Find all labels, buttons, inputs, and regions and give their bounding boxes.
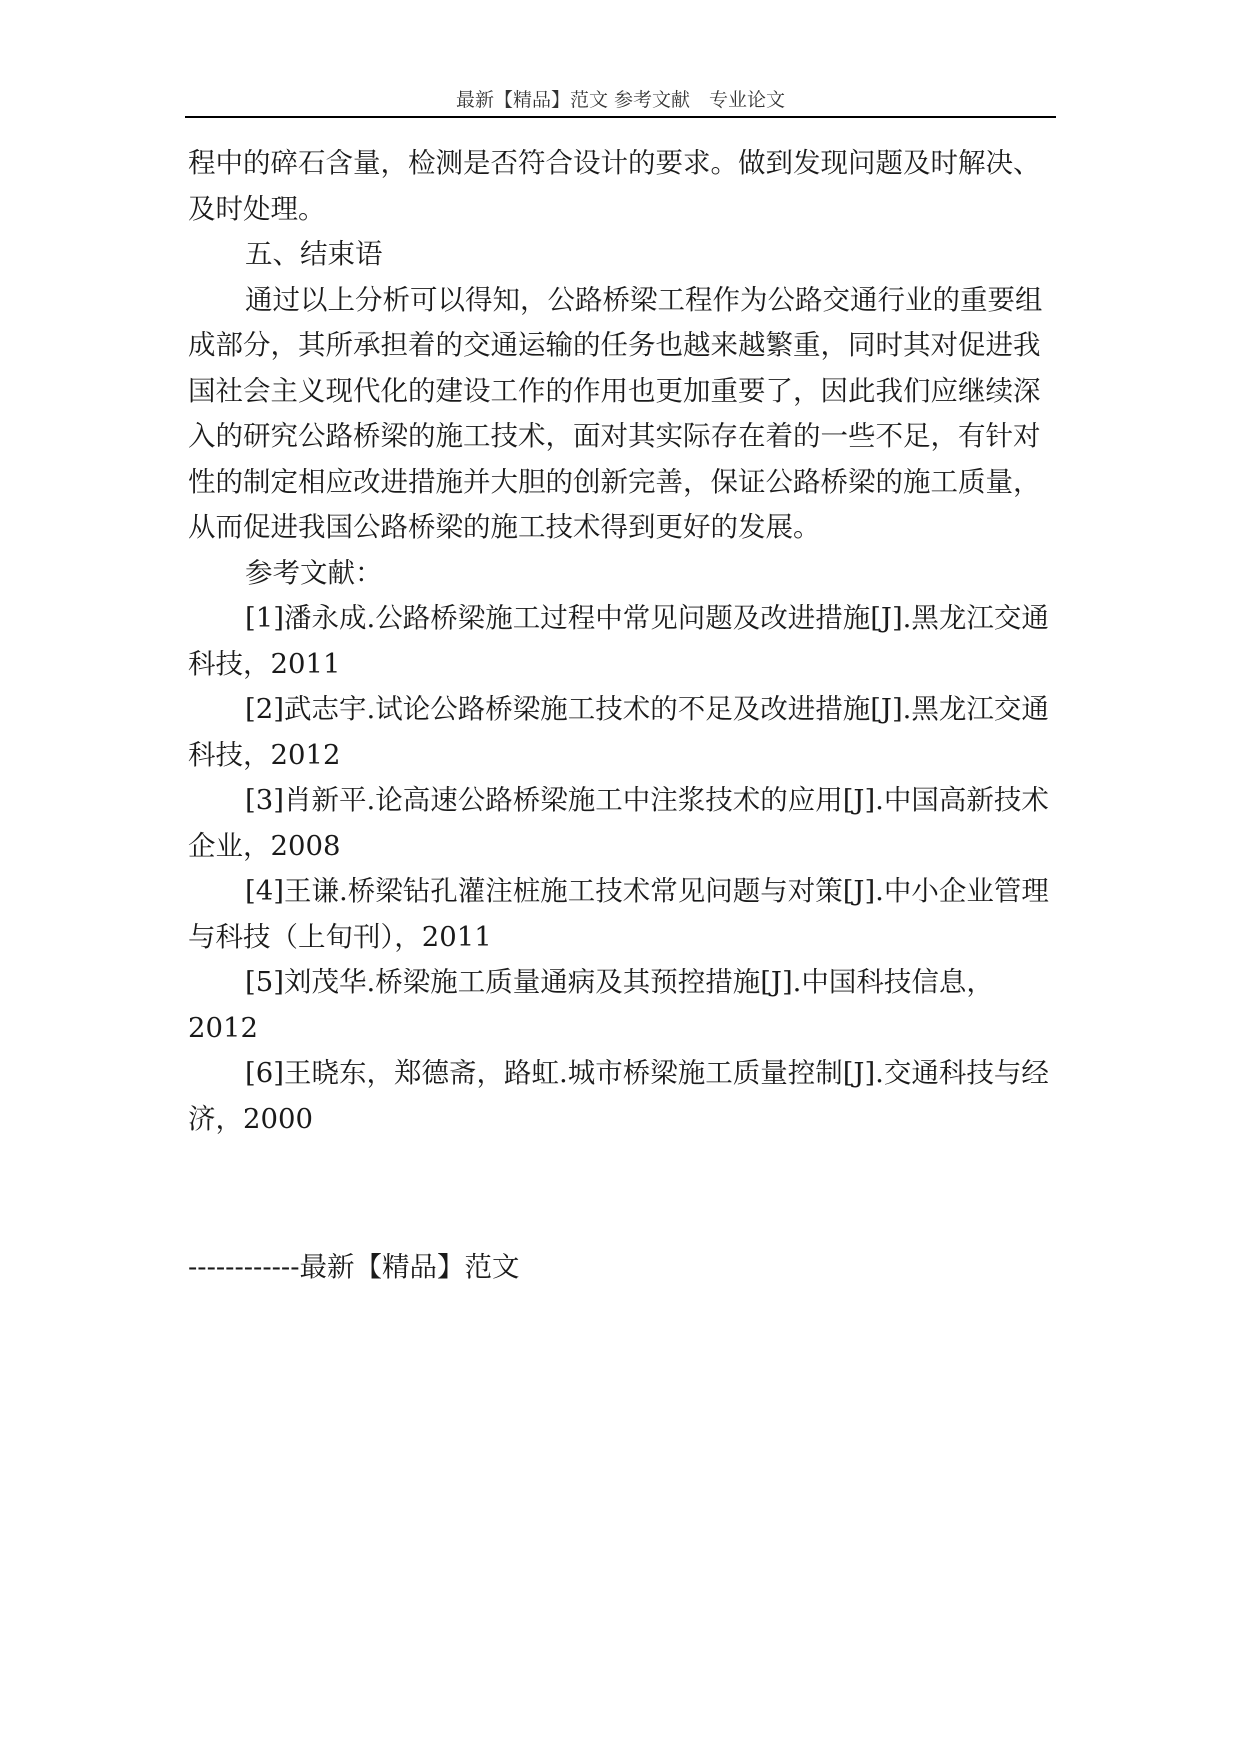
body-paragraph-continued: 程中的碎石含量，检测是否符合设计的要求。做到发现问题及时解决、及时处理。 xyxy=(188,147,1041,225)
references-heading: 参考文献： xyxy=(245,556,383,589)
reference-item-6: [6]王晓东，郑德斋，路虹.城市桥梁施工质量控制[J].交通科技与经济，2000 xyxy=(188,1057,1049,1135)
reference-item-3: [3]肖新平.论高速公路桥梁施工中注浆技术的应用[J].中国高新技术企业，2008 xyxy=(188,784,1049,862)
conclusion-paragraph: 通过以上分析可以得知，公路桥梁工程作为公路交通行业的重要组成部分，其所承担着的交通运输的任务也越来越繁重，同时其对促进我国社会主义现代化的建设工作的作用也更加重要了，因此我们应继续深入的研究公路桥梁的施工技术，面对其实际存在着的一些不足，有针对性的制定相应改进措施并大胆的创新完善，保证公路桥梁的施工质量，从而促进我国公路桥梁的施工技术得到更好的发展。 xyxy=(188,283,1043,543)
reference-item-5: [5]刘茂华.桥梁施工质量通病及其预控措施[J].中国科技信息，2012 xyxy=(188,966,994,1044)
section-heading-conclusion: 五、结束语 xyxy=(245,238,383,270)
page-header: 最新【精品】范文 参考文献 专业论文 xyxy=(185,84,1056,118)
reference-item-2: [2]武志宇.试论公路桥梁施工技术的不足及改进措施[J].黑龙江交通科技，2012 xyxy=(188,693,1049,771)
reference-item-4: [4]王谦.桥梁钻孔灌注桩施工技术常见问题与对策[J].中小企业管理与科技（上旬刊），2011 xyxy=(188,875,1049,953)
document-body xyxy=(188,141,1054,1142)
page-footer: ------------最新【精品】范文 xyxy=(188,1251,520,1283)
reference-item-1: [1]潘永成.公路桥梁施工过程中常见问题及改进措施[J].黑龙江交通科技，2011 xyxy=(188,602,1049,680)
